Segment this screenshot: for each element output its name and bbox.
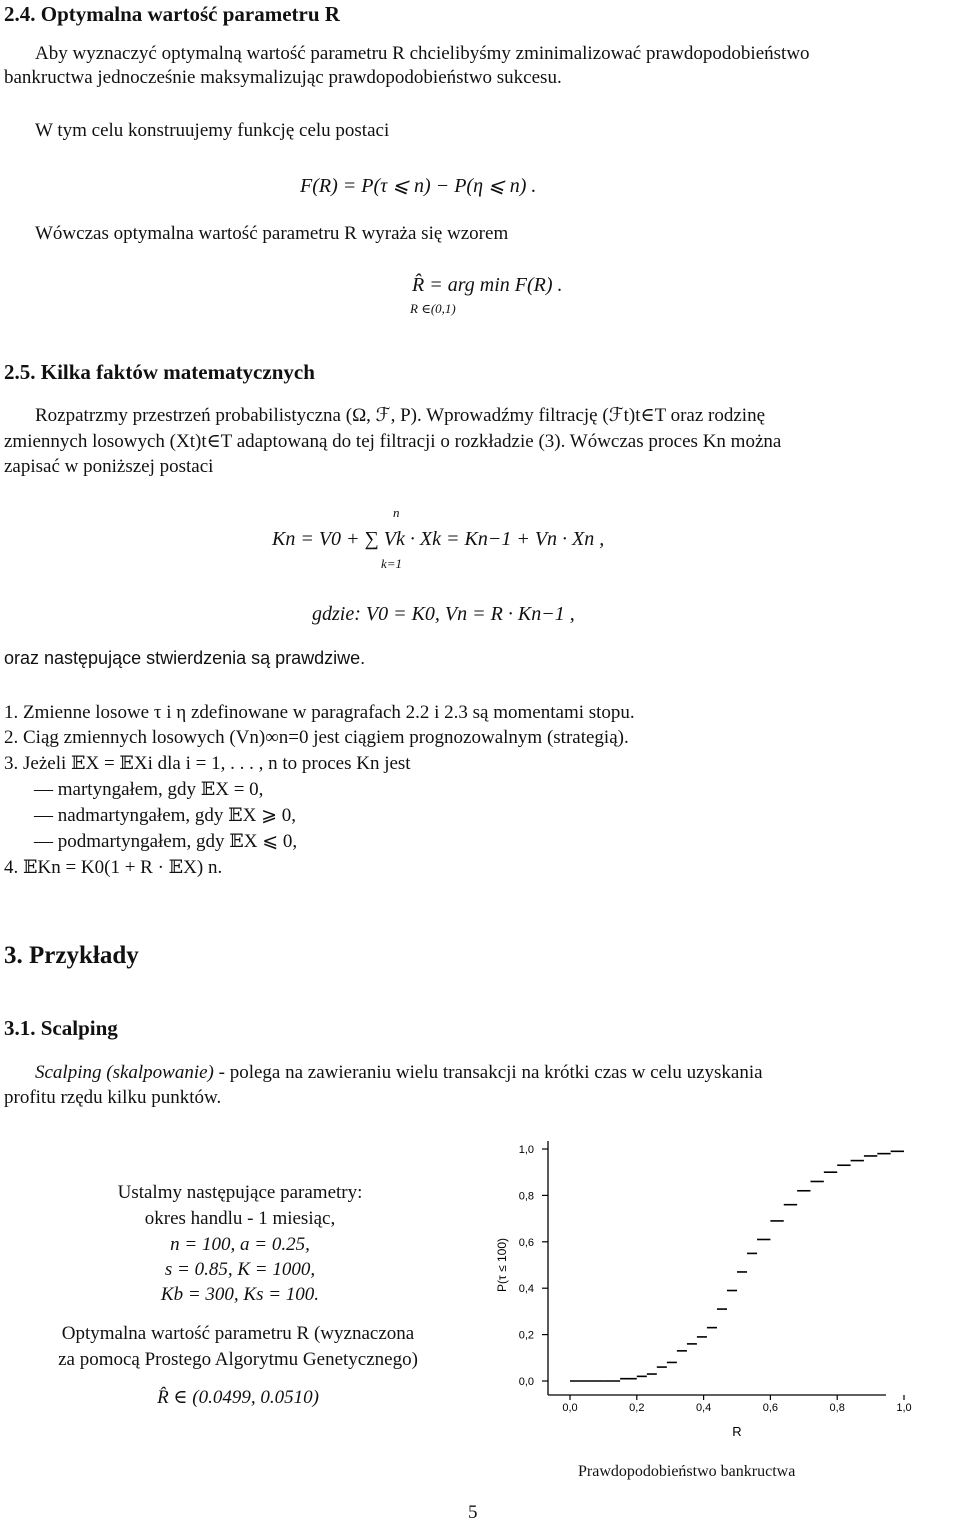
paragraph-line: oraz następujące stwierdzenia są prawdziwe. bbox=[4, 648, 366, 668]
chart-axes bbox=[542, 1141, 904, 1400]
equation-objective: F(R) = P(τ ⩽ n) − P(η ⩽ n) . bbox=[300, 175, 537, 197]
section-heading-2-5: 2.5. Kilka faktów matematycznych bbox=[4, 360, 315, 384]
section-heading-2-4: 2.4. Optymalna wartość parametru R bbox=[4, 2, 340, 26]
x-tick-label: 0,2 bbox=[629, 1402, 645, 1414]
y-tick-label: 0,2 bbox=[518, 1329, 534, 1342]
params-line: s = 0.85, K = 1000, bbox=[164, 1259, 316, 1280]
chart-series bbox=[570, 1151, 904, 1381]
equation-subscript: R ∈(0,1) bbox=[410, 301, 456, 316]
list-item: 4. 𝔼Kn = K0(1 + R · 𝔼X) n. bbox=[4, 857, 223, 878]
sum-upper-limit: n bbox=[393, 505, 400, 520]
page-number: 5 bbox=[468, 1502, 478, 1523]
bankruptcy-probability-chart bbox=[480, 1125, 912, 1445]
chart-caption: Prawdopodobieństwo bankructwa bbox=[578, 1463, 796, 1480]
scalping-definition: - polega na zawieraniu wielu transakcji na krótki czas w celu uzyskania bbox=[213, 1062, 763, 1083]
params-line: n = 100, a = 0.25, bbox=[170, 1234, 310, 1255]
x-tick-label: 1,0 bbox=[896, 1402, 912, 1414]
optimal-result: R̂ ∈ (0.0499, 0.0510) bbox=[157, 1387, 319, 1408]
paragraph-line: bankructwa jednocześnie maksymalizując prawdopodobieństwo sukcesu. bbox=[4, 67, 562, 88]
optimal-line: za pomocą Prostego Algorytmu Genetycznego) bbox=[58, 1349, 418, 1370]
list-item: 3. Jeżeli 𝔼X = 𝔼Xi dla i = 1, . . . , n to proces Kn jest bbox=[4, 753, 411, 774]
list-item: 2. Ciąg zmiennych losowych (Vn)∞n=0 jest ciągiem prognozowalnym (strategią). bbox=[4, 727, 629, 748]
paragraph-line: zmiennych losowych (Xt)t∈T adaptowaną do tej filtracji o rozkładzie (3). Wówczas proces Kn można bbox=[4, 431, 782, 452]
x-tick-label: 0,8 bbox=[829, 1402, 845, 1414]
y-axis-label: P(τ ≤ 100) bbox=[495, 1237, 509, 1293]
scalping-term: Scalping (skalpowanie) bbox=[35, 1062, 214, 1083]
x-tick-label: 0,6 bbox=[762, 1402, 779, 1414]
y-tick-label: 0,6 bbox=[518, 1236, 534, 1249]
x-tick-label: 0,4 bbox=[695, 1402, 712, 1414]
params-line: okres handlu - 1 miesiąc, bbox=[144, 1208, 336, 1229]
x-axis-label: R bbox=[732, 1424, 742, 1439]
list-item: — martyngałem, gdy 𝔼X = 0, bbox=[34, 779, 264, 800]
section-heading-3: 3. Przykłady bbox=[4, 942, 139, 969]
paragraph-line: Aby wyznaczyć optymalną wartość parametru R chcielibyśmy zminimalizować prawdopodobieństwo bbox=[35, 43, 810, 64]
y-tick-label: 0,4 bbox=[518, 1283, 534, 1296]
sum-lower-limit: k=1 bbox=[381, 556, 403, 571]
list-item: — nadmartyngałem, gdy 𝔼X ⩾ 0, bbox=[34, 805, 297, 826]
y-tick-label: 1,0 bbox=[518, 1144, 534, 1156]
params-line: Kb = 300, Ks = 100. bbox=[160, 1284, 320, 1305]
equation-process: Kn = V0 + ∑ Vk · Xk = Kn−1 + Vn · Xn , bbox=[272, 528, 605, 550]
list-item: 1. Zmienne losowe τ i η zdefinowane w paragrafach 2.2 i 2.3 są momentami stopu. bbox=[4, 702, 635, 723]
x-tick-label: 0,0 bbox=[562, 1402, 578, 1414]
paragraph-line: zapisać w poniższej postaci bbox=[4, 456, 214, 477]
params-line: Ustalmy następujące parametry: bbox=[117, 1182, 363, 1203]
section-heading-3-1: 3.1. Scalping bbox=[4, 1016, 118, 1040]
paragraph-line: profitu rzędu kilku punktów. bbox=[4, 1087, 222, 1108]
list-item: — podmartyngałem, gdy 𝔼X ⩽ 0, bbox=[34, 831, 298, 852]
y-tick-label: 0,0 bbox=[518, 1376, 534, 1388]
paragraph-line: Wówczas optymalna wartość parametru R wyraża się wzorem bbox=[35, 223, 509, 244]
equation-optimal-r: R̂ = arg min F(R) . bbox=[412, 274, 563, 296]
equation-where: gdzie: V0 = K0, Vn = R · Kn−1 , bbox=[312, 603, 575, 625]
paragraph-line: W tym celu konstruujemy funkcję celu postaci bbox=[35, 120, 390, 141]
paragraph-line bbox=[35, 1062, 763, 1084]
y-tick-label: 0,8 bbox=[518, 1190, 534, 1203]
paragraph-line: Rozpatrzmy przestrzeń probabilistyczna (Ω, ℱ, P). Wprowadźmy filtrację (ℱt)t∈T oraz rodzinę bbox=[35, 405, 766, 426]
optimal-line: Optymalna wartość parametru R (wyznaczona bbox=[61, 1323, 415, 1344]
